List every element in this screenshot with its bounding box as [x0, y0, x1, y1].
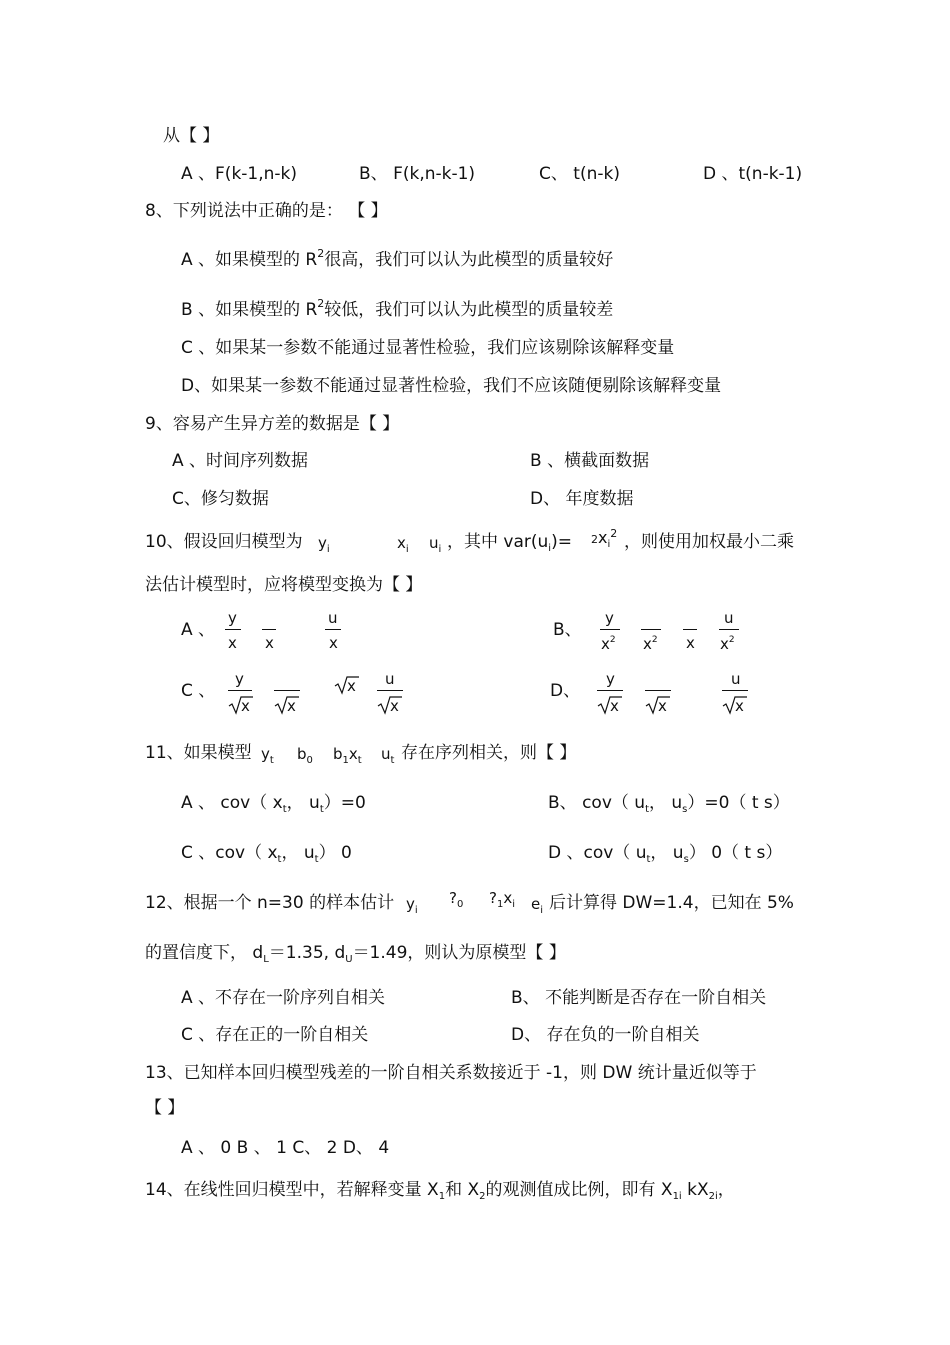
fraction-bar	[228, 690, 252, 691]
q10-d-num-y: y	[606, 670, 615, 688]
q10-c-den-x2: x	[287, 697, 296, 715]
q12-option-d: D、 存在负的一阶自相关	[511, 1025, 700, 1045]
q11-option-c: C 、cov（ $x_t$， $u_t$） 0	[181, 843, 352, 865]
q10-a-den-x3: x	[329, 634, 338, 652]
q11-stem-pre: 11、如果模型	[145, 743, 252, 763]
q10-a-num-u: u	[328, 609, 338, 627]
q8-option-c: C 、如果某一参数不能通过显著性检验，我们应该剔除该解释变量	[181, 338, 675, 358]
fraction-bar	[597, 690, 623, 691]
q12-option-a: A 、不存在一阶序列自相关	[181, 988, 386, 1008]
fraction-bar	[645, 690, 671, 691]
q10-d-den-x: x	[610, 697, 619, 715]
q9-option-a: A 、时间序列数据	[172, 451, 309, 471]
q7-option-c: C、 t(n-k)	[539, 164, 620, 184]
q10-b-num-u: u	[724, 609, 734, 627]
fraction-bar	[719, 629, 739, 630]
q10-sigma-x: $2x_i^2$	[591, 527, 618, 550]
q10-var: ，其中 $var(u_i)=$	[447, 532, 572, 554]
fraction-bar	[722, 690, 748, 691]
fraction-bar	[377, 690, 403, 691]
q10-b-num-y: y	[605, 609, 614, 627]
q12-stem-1-pre: 12、根据一个 n=30 的样本估计	[145, 893, 395, 913]
q10-c-den-x: x	[241, 697, 250, 715]
q13-stem-2: 【 】	[145, 1098, 185, 1118]
q10-a-num-y: y	[228, 609, 237, 627]
fraction-bar	[641, 629, 661, 630]
q7-option-b: B、 F(k,n-k-1)	[359, 164, 476, 184]
q10-c-sqrt-x: x	[347, 677, 356, 695]
q7-option-a: A 、F(k-1,n-k)	[181, 164, 298, 184]
q13-options: A 、 0 B 、 1 C、 2 D、 4	[181, 1138, 390, 1158]
fraction-bar	[262, 629, 276, 630]
q12-e: $e_i$	[531, 895, 544, 916]
q11-b0: $b_0$	[297, 745, 313, 766]
q7-option-d: D 、t(n-k-1)	[703, 164, 803, 184]
q10-d-num-u: u	[731, 670, 741, 688]
q11-stem-post: 存在序列相关，则【 】	[401, 743, 577, 763]
fraction-bar	[225, 629, 241, 630]
q8-option-b: B 、如果模型的 $R^2$较低，我们可以认为此模型的质量较差	[181, 297, 614, 320]
q10-option-d-label: D、	[550, 681, 581, 701]
q12-beta0: $?_0$	[449, 889, 464, 910]
q10-c-num-u: u	[385, 670, 395, 688]
q10-a-den-x2: x	[265, 634, 274, 652]
q10-c-num-y: y	[235, 670, 244, 688]
q12-option-c: C 、存在正的一阶自相关	[181, 1025, 369, 1045]
q12-stem-1-post: 后计算得 DW=1.4，已知在 5%	[549, 893, 794, 913]
q13-stem-1: 13、已知样本回归模型残差的一阶自相关系数接近于 -1，则 DW 统计量近似等于	[145, 1063, 757, 1083]
q11-b1x: $b_1x_t$	[333, 745, 362, 766]
q14-stem: 14、在线性回归模型中，若解释变量 $X_1$和 $X_2$的观测值成比例，即有 $X_{1i}$ $kX_{2i}$，	[145, 1180, 735, 1202]
q10-stem-end: ，则使用加权最小二乘	[624, 532, 794, 552]
fraction-bar	[274, 690, 300, 691]
q10-stem-2: 法估计模型时，应将模型变换为【 】	[145, 575, 423, 595]
q11-option-a: A 、 cov（ $x_t$， $u_t)=0$	[181, 793, 366, 815]
q7-tail: 从【 】	[163, 126, 220, 146]
q10-a-den-x: x	[228, 634, 237, 652]
q12-stem-2: 的置信度下， $d_L=1.35$, $d_U=1.49$，则认为原模型【 】	[145, 943, 566, 965]
q12-option-b: B、 不能判断是否存在一阶自相关	[511, 988, 767, 1008]
q10-option-a-label: A 、	[181, 620, 216, 640]
q10-u: $u_i$	[429, 534, 442, 555]
q10-b-den-x: x	[686, 634, 695, 652]
q10-option-b-label: B、	[553, 620, 582, 640]
q10-b-den-x2b: $x^2$	[643, 635, 658, 653]
q9-option-b: B 、横截面数据	[530, 451, 650, 471]
fraction-bar	[325, 629, 341, 630]
q11-option-b: B、 cov（ $u_t$， $u_s)=0$（ t s）	[548, 793, 790, 815]
q8-option-d: D、如果某一参数不能通过显著性检验，我们不应该随便剔除该解释变量	[181, 376, 722, 396]
q9-option-c: C、修匀数据	[172, 489, 269, 509]
q10-d-den-x3: x	[735, 697, 744, 715]
q10-c-den-x3: x	[390, 697, 399, 715]
q10-b-den-x2c: $x^2$	[720, 635, 735, 653]
q9-stem: 9、容易产生异方差的数据是【 】	[145, 414, 400, 434]
q12-beta1x: $?_1x_i$	[489, 889, 516, 910]
q10-x: $x_i$	[397, 534, 409, 555]
q9-option-d: D、 年度数据	[530, 489, 634, 509]
q10-stem-1: 10、假设回归模型为	[145, 532, 303, 552]
q10-option-c-label: C 、	[181, 681, 216, 701]
q12-y: $y_i$	[406, 895, 418, 916]
q10-b-den-x2: $x^2$	[601, 635, 616, 653]
q10-y: $y_i$	[318, 534, 330, 555]
q11-option-d: D 、cov（ $u_t$， $u_s$） 0（ t s）	[548, 843, 783, 865]
q11-u: $u_t$	[381, 745, 395, 766]
q8-stem: 8、下列说法中正确的是： 【 】	[145, 201, 388, 221]
q11-y: $y_t$	[261, 745, 274, 766]
fraction-bar	[600, 629, 620, 630]
q10-d-den-x2: x	[658, 697, 667, 715]
q8-option-a: A 、如果模型的 $R^2$很高，我们可以认为此模型的质量较好	[181, 247, 614, 270]
fraction-bar	[683, 629, 697, 630]
